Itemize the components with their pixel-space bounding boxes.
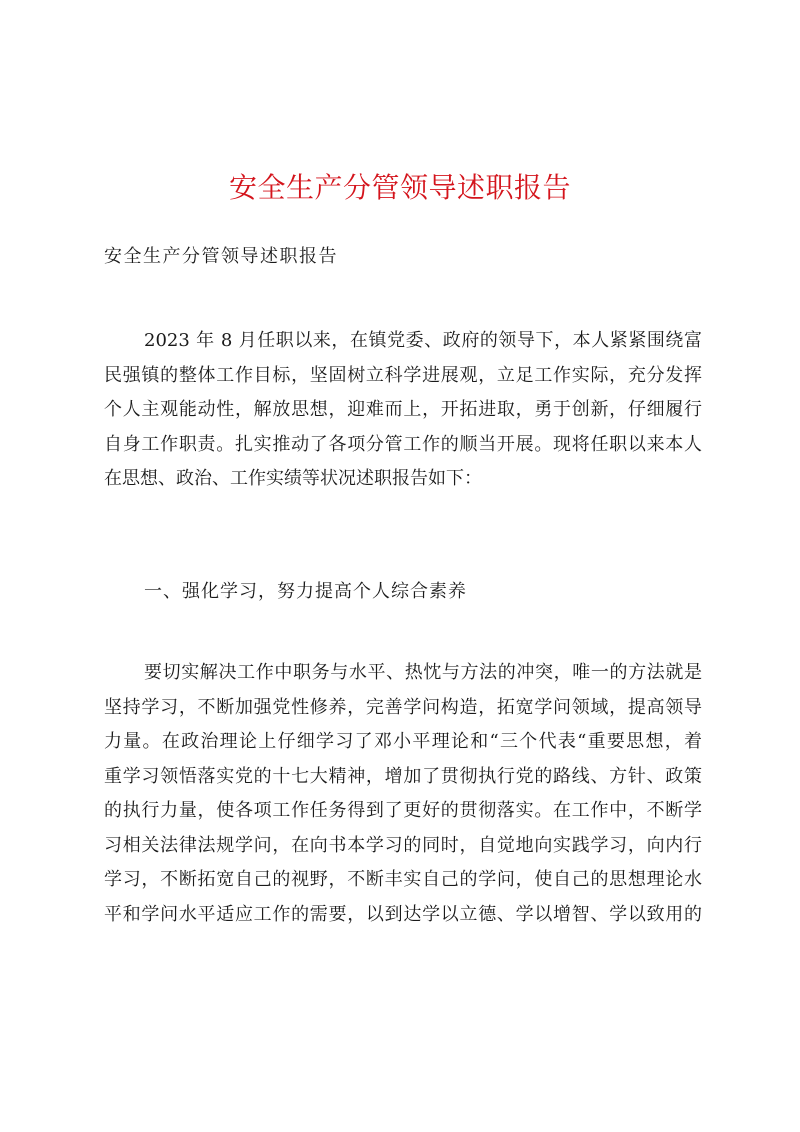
paragraph-line: 重学习领悟落实党的十七大精神，增加了贯彻执行党的路线、方针、政策 (104, 765, 702, 787)
paragraph-line: 个人主观能动性，解放思想，迎难而上，开拓进取，勇于创新，仔细履行 (104, 399, 702, 420)
paragraph-line: 力量。在政治理论上仔细学习了邓小平理论和“三个代表“重要思想，着 (104, 731, 702, 752)
paragraph-line: 要切实解决工作中职务与水平、热忱与方法的冲突，唯一的方法就是 (144, 662, 702, 683)
paragraph-line: 民强镇的整体工作目标，坚固树立科学进展观，立足工作实际，充分发挥 (104, 364, 702, 386)
paragraph-intro (104, 324, 702, 497)
paragraph-line: 习相关法律法规学问，在向书本学习的同时，自觉地向实践学习，向内行 (104, 834, 702, 856)
paragraph-line: 学习，不断拓宽自己的视野，不断丰实自己的学问，使自己的思想理论水 (104, 869, 702, 890)
section-heading: 一、强化学习，努力提高个人综合素养 (144, 581, 467, 602)
paragraph-line: 自身工作职责。扎实推动了各项分管工作的顺当开展。现将任职以来本人 (104, 433, 702, 455)
paragraph-line: 平和学问水平适应工作的需要，以到达学以立德、学以增智、学以致用的 (104, 903, 702, 925)
paragraph-study (104, 656, 702, 932)
document-title: 安全生产分管领导述职报告 (228, 171, 571, 204)
paragraph-line: 2023 年 8 月任职以来，在镇党委、政府的领导下，本人紧紧围绕富 (144, 330, 702, 351)
paragraph-line: 在思想、政治、工作实绩等状况述职报告如下： (104, 468, 482, 489)
paragraph-line: 的执行力量，使各项工作任务得到了更好的贯彻落实。在工作中，不断学 (104, 800, 702, 821)
paragraph-line: 坚持学习，不断加强党性修养，完善学问构造，拓宽学问领域，提高领导 (104, 696, 702, 718)
document-subtitle: 安全生产分管领导述职报告 (104, 246, 338, 267)
